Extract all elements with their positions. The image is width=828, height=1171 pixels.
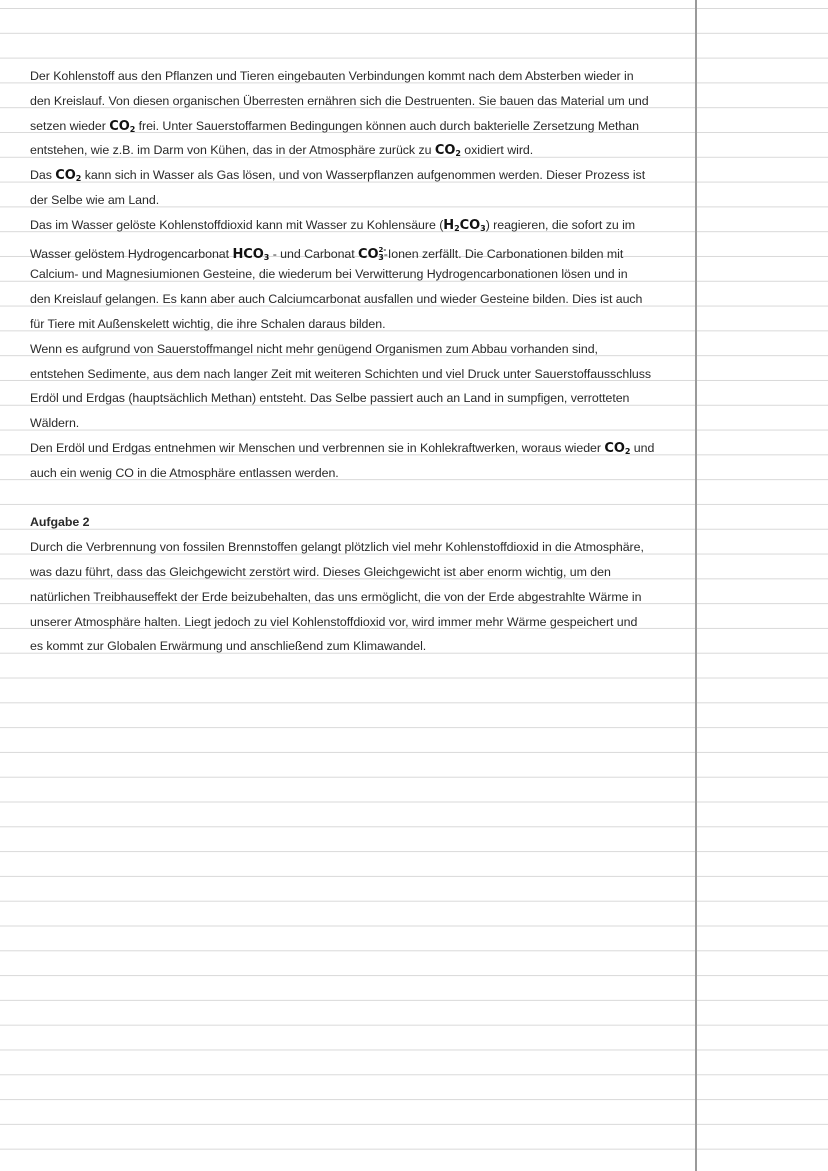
text-line: den Kreislauf gelangen. Es kann aber auch Calciumcarbonat ausfallen und wieder Gesteine bilden. Dies ist auch xyxy=(30,292,643,307)
text-line: entstehen Sedimente, aus dem nach langer Zeit mit weiteren Schichten und viel Druck unter Sauerstoffausschluss xyxy=(30,366,652,381)
formula-co2: $CO_2$ xyxy=(55,168,82,184)
formula-h2co3: $H_2CO_3$ xyxy=(443,217,486,233)
formula-co2: $CO_2$ xyxy=(434,143,461,159)
text-line: Wasser gelöstem Hydrogencarbonat $HCO_3$ - und Carbonat $CO^{2-}_3$-Ionen zerfällt. Die Carbonationen bilden mit xyxy=(30,245,624,262)
text-line: für Tiere mit Außenskelett wichtig, die ihre Schalen daraus bilden. xyxy=(30,316,386,331)
text-line: setzen wieder $CO_2$ frei. Unter Sauerstoffarmen Bedingungen können auch durch bakterielle Zersetzung Methan xyxy=(30,118,639,134)
task-heading: Aufgabe 2 xyxy=(30,515,90,530)
text-line: unserer Atmosphäre halten. Liegt jedoch zu viel Kohlenstoffdioxid vor, wird immer mehr Wärme gespeichert und xyxy=(30,614,638,629)
text-line: auch ein wenig CO in die Atmosphäre entlassen werden. xyxy=(30,465,339,480)
formula-co2: $CO_2$ xyxy=(109,118,136,134)
text-line: Wenn es aufgrund von Sauerstoffmangel nicht mehr genügend Organismen zum Abbau vorhanden sind, xyxy=(30,341,598,356)
document-text xyxy=(30,64,690,659)
text-line: Erdöl und Erdgas (hauptsächlich Methan) entsteht. Das Selbe passiert auch an Land in sumpfigen, verrotteten xyxy=(30,391,630,406)
margin-line xyxy=(695,0,697,1171)
text-line: Calcium- und Magnesiumionen Gesteine, die wiederum bei Verwitterung Hydrogencarbonationen lösen und in xyxy=(30,267,628,282)
text-line: Wäldern. xyxy=(30,416,80,431)
text-line: der Selbe wie am Land. xyxy=(30,192,160,207)
text-line: entstehen, wie z.B. im Darm von Kühen, das in der Atmosphäre zurück zu $CO_2$ oxidiert wird. xyxy=(30,143,534,159)
text-line: Den Erdöl und Erdgas entnehmen wir Menschen und verbrennen sie in Kohlekraftwerken, woraus wieder $CO_2$ und xyxy=(30,440,655,456)
formula-co3: $CO^{2-}_3$ xyxy=(358,245,387,262)
text-line: Durch die Verbrennung von fossilen Brennstoffen gelangt plötzlich viel mehr Kohlenstoffdioxid in die Atmosphäre, xyxy=(30,540,644,555)
text-line: den Kreislauf. Von diesen organischen Überresten ernähren sich die Destruenten. Sie bauen das Material um und xyxy=(30,93,649,108)
text-line: es kommt zur Globalen Erwärmung und anschließend zum Klimawandel. xyxy=(30,639,427,654)
text-line: Das im Wasser gelöste Kohlenstoffdioxid kann mit Wasser zu Kohlensäure $(H_2CO_3)$ reagieren, die sofort zu im xyxy=(30,217,636,233)
text-line: was dazu führt, dass das Gleichgewicht zerstört wird. Dieses Gleichgewicht ist aber enorm wichtig, um den xyxy=(30,564,611,579)
text-line: Der Kohlenstoff aus den Pflanzen und Tieren eingebauten Verbindungen kommt nach dem Absterben wieder in xyxy=(30,69,634,83)
formula-co2: $CO_2$ xyxy=(604,440,631,456)
formula-hco3: $HCO_3$ xyxy=(232,246,270,262)
blank-line xyxy=(30,486,690,511)
text-line: Das $CO_2$ kann sich in Wasser als Gas lösen, und von Wasserpflanzen aufgenommen werden. Dieser Prozess ist xyxy=(30,168,646,184)
text-line: natürlichen Treibhauseffekt der Erde beizubehalten, das uns ermöglicht, die von der Erde abgestrahlte Wärme in xyxy=(30,589,642,604)
